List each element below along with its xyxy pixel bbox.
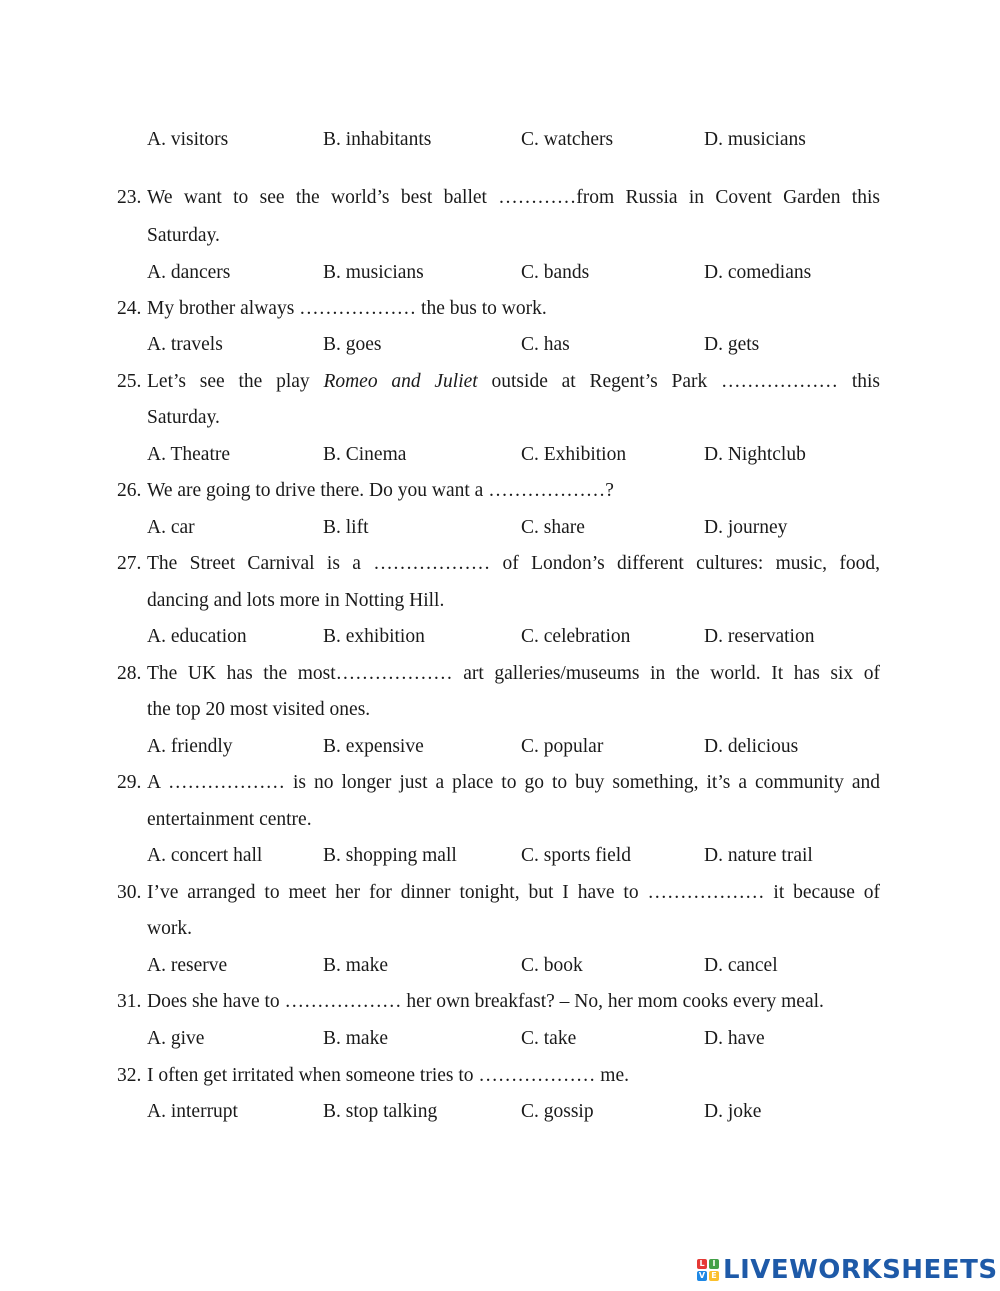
option-a[interactable]: A. friendly	[147, 736, 233, 757]
play-title: Romeo and Juliet	[323, 371, 478, 392]
question-stem: We are going to drive there. Do you want a ………………?	[147, 480, 614, 501]
option-b[interactable]: B. make	[323, 1028, 388, 1049]
question-stem: Does she have to ……………… her own breakfast? – No, her mom cooks every meal.	[147, 991, 824, 1012]
option-d[interactable]: D. gets	[704, 334, 760, 355]
logo-mark-icon	[697, 1259, 719, 1281]
option-b[interactable]: B. lift	[323, 517, 369, 538]
question-stem: I’ve arranged to meet her for dinner tonight, but I have to ……………… it because of	[147, 882, 880, 903]
option-c[interactable]: C. bands	[521, 262, 590, 283]
option-a[interactable]: A. reserve	[147, 955, 228, 976]
option-d[interactable]: D. cancel	[704, 955, 778, 976]
question-number: 30.	[117, 882, 142, 903]
option-b[interactable]: B. musicians	[323, 262, 424, 283]
option-a[interactable]: A. dancers	[147, 262, 231, 283]
option-c[interactable]: C. Exhibition	[521, 444, 627, 465]
option-a[interactable]: A. car	[147, 517, 195, 538]
option-d[interactable]: D. reservation	[704, 626, 815, 647]
option-c[interactable]: C. take	[521, 1028, 577, 1049]
option-c[interactable]: C. share	[521, 517, 585, 538]
logo-mark-tile: I	[709, 1259, 719, 1269]
question-stem: The Street Carnival is a ……………… of London’s different cultures: music, food,	[147, 553, 880, 574]
logo-mark-tile: E	[709, 1271, 719, 1281]
logo-mark-tile: V	[698, 1271, 706, 1280]
question-stem-continuation: Saturday.	[147, 225, 220, 246]
question-stem-continuation: entertainment centre.	[147, 809, 312, 830]
option-b[interactable]: B. goes	[323, 334, 382, 355]
option-d[interactable]: D. musicians	[704, 129, 806, 150]
option-a[interactable]: A. concert hall	[147, 845, 263, 866]
option-d[interactable]: D. joke	[704, 1101, 762, 1122]
logo-text: LIVEWORKSHEETS	[723, 1255, 998, 1285]
question-number: 27.	[117, 553, 142, 574]
option-d[interactable]: D. comedians	[704, 262, 812, 283]
question-number: 31.	[117, 991, 142, 1012]
option-b[interactable]: B. exhibition	[323, 626, 425, 647]
option-c[interactable]: C. popular	[521, 736, 604, 757]
option-c[interactable]: C. watchers	[521, 129, 614, 150]
option-c[interactable]: C. gossip	[521, 1101, 594, 1122]
question-stem-continuation: work.	[147, 918, 192, 939]
question-stem: My brother always ……………… the bus to work.	[147, 298, 547, 319]
question-number: 24.	[117, 298, 142, 319]
option-c[interactable]: C. sports field	[521, 845, 631, 866]
option-d[interactable]: D. nature trail	[704, 845, 813, 866]
question-number: 32.	[117, 1065, 142, 1086]
question-number: 26.	[117, 480, 142, 501]
liveworksheets-logo	[697, 1255, 998, 1285]
question-number: 29.	[117, 772, 142, 793]
question-stem: Let’s see the play Romeo and Juliet outside at Regent’s Park ……………… this	[147, 371, 881, 392]
logo-mark-tile: L	[697, 1259, 707, 1269]
option-a[interactable]: A. interrupt	[147, 1101, 238, 1122]
option-c[interactable]: C. celebration	[521, 626, 631, 647]
option-a[interactable]: A. travels	[147, 334, 223, 355]
question-stem: We want to see the world’s best ballet …………from Russia in Covent Garden this	[147, 187, 880, 208]
question-number: 25.	[117, 371, 142, 392]
question-stem: A ……………… is no longer just a place to go to buy something, it’s a community and	[147, 772, 880, 793]
option-a[interactable]: A. education	[147, 626, 247, 647]
option-d[interactable]: D. Nightclub	[704, 444, 806, 465]
question-stem-continuation: dancing and lots more in Notting Hill.	[147, 590, 445, 611]
option-d[interactable]: D. delicious	[704, 736, 799, 757]
option-a[interactable]: A. visitors	[147, 129, 229, 150]
option-a[interactable]: A. Theatre	[147, 444, 231, 465]
question-stem-continuation: the top 20 most visited ones.	[147, 699, 371, 720]
option-b[interactable]: B. shopping mall	[323, 845, 457, 866]
question-number: 23.	[117, 187, 142, 208]
option-d[interactable]: D. have	[704, 1028, 765, 1049]
option-b[interactable]: B. make	[323, 955, 388, 976]
option-b[interactable]: B. Cinema	[323, 444, 407, 465]
question-stem: I often get irritated when someone tries to ……………… me.	[147, 1065, 629, 1086]
question-stem: The UK has the most……………… art galleries/museums in the world. It has six of	[147, 663, 880, 684]
option-b[interactable]: B. expensive	[323, 736, 424, 757]
option-a[interactable]: A. give	[147, 1028, 205, 1049]
option-d[interactable]: D. journey	[704, 517, 788, 538]
question-stem-continuation: Saturday.	[147, 407, 220, 428]
option-b[interactable]: B. stop talking	[323, 1101, 438, 1122]
question-number: 28.	[117, 663, 142, 684]
option-b[interactable]: B. inhabitants	[323, 129, 432, 150]
option-c[interactable]: C. book	[521, 955, 583, 976]
option-c[interactable]: C. has	[521, 334, 570, 355]
